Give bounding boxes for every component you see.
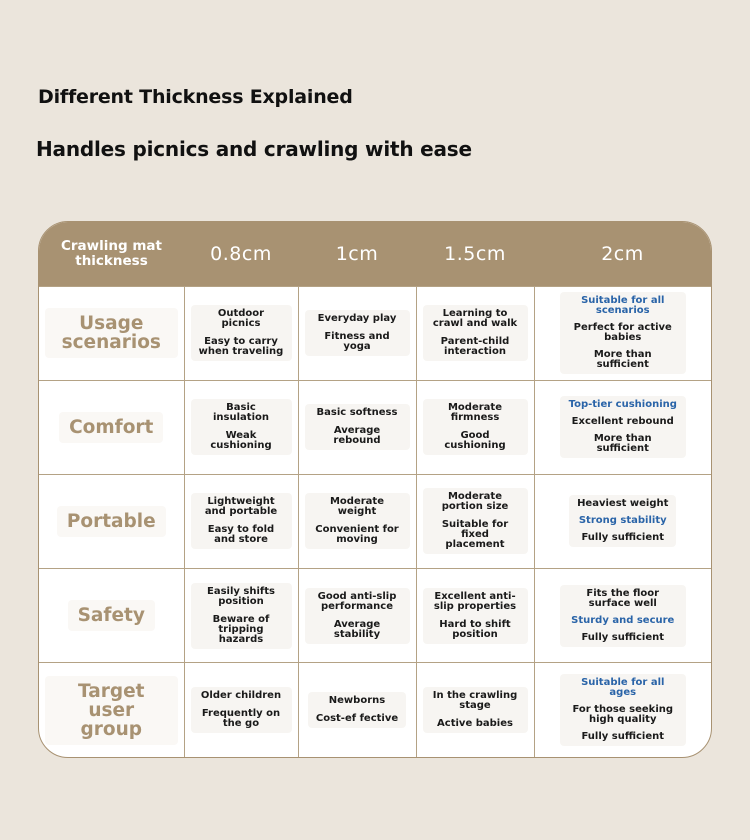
table-cell — [298, 380, 416, 474]
cell-text: Easily shifts position — [207, 585, 275, 607]
cell-content — [423, 305, 528, 361]
table-cell — [298, 286, 416, 380]
cell-content — [423, 399, 528, 455]
cell-text: Outdoor picnics — [217, 308, 265, 330]
row-label: Safety — [68, 600, 155, 631]
cell-content — [191, 583, 292, 649]
cell-text: Older children — [200, 690, 282, 702]
cell-text: Basic softness — [316, 407, 398, 419]
cell-content — [305, 588, 410, 644]
thickness-comparison-table — [39, 222, 711, 757]
row-label-cell — [39, 474, 184, 568]
table-row — [39, 569, 711, 663]
cell-text: More than sufficient — [593, 349, 652, 371]
cell-highlight-text: Suitable for all scenarios — [581, 295, 665, 317]
page-title: Different Thickness Explained — [38, 86, 353, 108]
table-cell — [184, 380, 298, 474]
cell-text: Newborns — [328, 695, 386, 707]
column-header-2cm: 2cm — [601, 242, 644, 265]
cell-text: Good anti-slip performance — [317, 590, 397, 612]
table-row — [39, 663, 711, 757]
table-cell — [534, 663, 711, 757]
cell-text: Convenient for moving — [315, 524, 399, 546]
cell-text: Fitness and yoga — [324, 331, 390, 353]
column-header-1-5cm: 1.5cm — [444, 242, 506, 265]
cell-text: Fully sufficient — [581, 631, 665, 643]
row-label-cell — [39, 663, 184, 757]
cell-text: Hard to shift position — [439, 618, 511, 640]
cell-content — [305, 404, 410, 450]
row-label-cell — [39, 286, 184, 380]
cell-text: Moderate portion size — [441, 491, 509, 513]
table-header-row — [39, 222, 711, 286]
table-cell — [184, 663, 298, 757]
row-label: Usage scenarios — [45, 308, 178, 358]
cell-text: Suitable for fixed placement — [441, 519, 509, 551]
table-cell — [416, 569, 534, 663]
cell-highlight-text: Top-tier cushioning — [568, 399, 677, 411]
table-cell — [184, 569, 298, 663]
cell-text: Easy to carry when traveling — [198, 336, 284, 358]
cell-content — [305, 310, 410, 356]
row-label: Portable — [57, 506, 166, 537]
cell-text: Cost-ef fective — [315, 713, 399, 725]
cell-text: Easy to fold and store — [207, 524, 275, 546]
cell-content — [191, 493, 292, 549]
cell-text: Heaviest weight — [577, 498, 669, 510]
row-label-cell — [39, 569, 184, 663]
corner-header — [39, 222, 184, 286]
cell-content — [191, 305, 292, 361]
table-cell — [534, 569, 711, 663]
row-label: Comfort — [59, 412, 163, 443]
cell-text: Everyday play — [317, 313, 397, 325]
row-label: Target user group — [45, 676, 178, 745]
cell-text: Fully sufficient — [581, 731, 665, 743]
table-cell — [416, 474, 534, 568]
cell-content — [308, 692, 406, 728]
cell-text: In the crawling stage — [432, 690, 518, 712]
cell-content — [191, 399, 292, 455]
cell-text: For those seeking high quality — [572, 704, 674, 726]
cell-content — [423, 488, 528, 554]
table-cell — [298, 474, 416, 568]
cell-text: Good cushioning — [444, 430, 506, 452]
cell-text: Beware of tripping hazards — [212, 613, 270, 645]
row-label-cell — [39, 380, 184, 474]
cell-text: Lightweight and portable — [204, 496, 278, 518]
cell-content — [191, 687, 292, 733]
cell-text: Perfect for active babies — [573, 322, 672, 344]
cell-text: Excellent anti-slip properties — [433, 590, 517, 612]
comparison-table — [38, 221, 712, 758]
cell-content — [560, 292, 686, 374]
table-row — [39, 380, 711, 474]
cell-content — [423, 687, 528, 733]
table-row — [39, 286, 711, 380]
cell-highlight-text: Suitable for all ages — [581, 677, 665, 699]
cell-text: Moderate firmness — [447, 402, 502, 424]
cell-text: Frequently on the go — [201, 708, 281, 730]
cell-text: Basic insulation — [213, 402, 269, 424]
table-cell — [416, 663, 534, 757]
table-row — [39, 474, 711, 568]
table-cell — [416, 380, 534, 474]
cell-text: Average rebound — [333, 425, 381, 447]
table-cell — [298, 569, 416, 663]
cell-content — [423, 588, 528, 644]
table-cell — [534, 380, 711, 474]
cell-content — [560, 674, 686, 746]
cell-text: Fully sufficient — [581, 532, 665, 544]
cell-text: Moderate weight — [329, 496, 384, 518]
cell-text: Parent-child interaction — [440, 336, 510, 358]
cell-content — [569, 495, 676, 547]
cell-text: Fits the floor surface well — [586, 587, 660, 609]
cell-highlight-text: Sturdy and secure — [571, 614, 675, 626]
corner-label: Crawling mat thickness — [60, 237, 162, 269]
cell-content — [560, 585, 686, 647]
table-cell — [534, 286, 711, 380]
cell-text: Weak cushioning — [210, 430, 272, 452]
cell-text: Active babies — [437, 718, 513, 730]
column-header-0-8cm: 0.8cm — [210, 242, 272, 265]
column-header-1cm: 1cm — [335, 242, 379, 265]
cell-content — [560, 396, 686, 458]
table-cell — [534, 474, 711, 568]
cell-text: Excellent rebound — [571, 416, 674, 428]
table-cell — [416, 286, 534, 380]
table-cell — [298, 663, 416, 757]
cell-text: Learning to crawl and walk — [432, 308, 518, 330]
table-cell — [184, 286, 298, 380]
cell-highlight-text: Strong stability — [578, 515, 667, 527]
cell-text: More than sufficient — [593, 433, 652, 455]
table-cell — [184, 474, 298, 568]
cell-content — [305, 493, 410, 549]
table-body — [39, 286, 711, 757]
cell-text: Average stability — [333, 618, 381, 640]
page-subtitle: Handles picnics and crawling with ease — [36, 137, 472, 161]
